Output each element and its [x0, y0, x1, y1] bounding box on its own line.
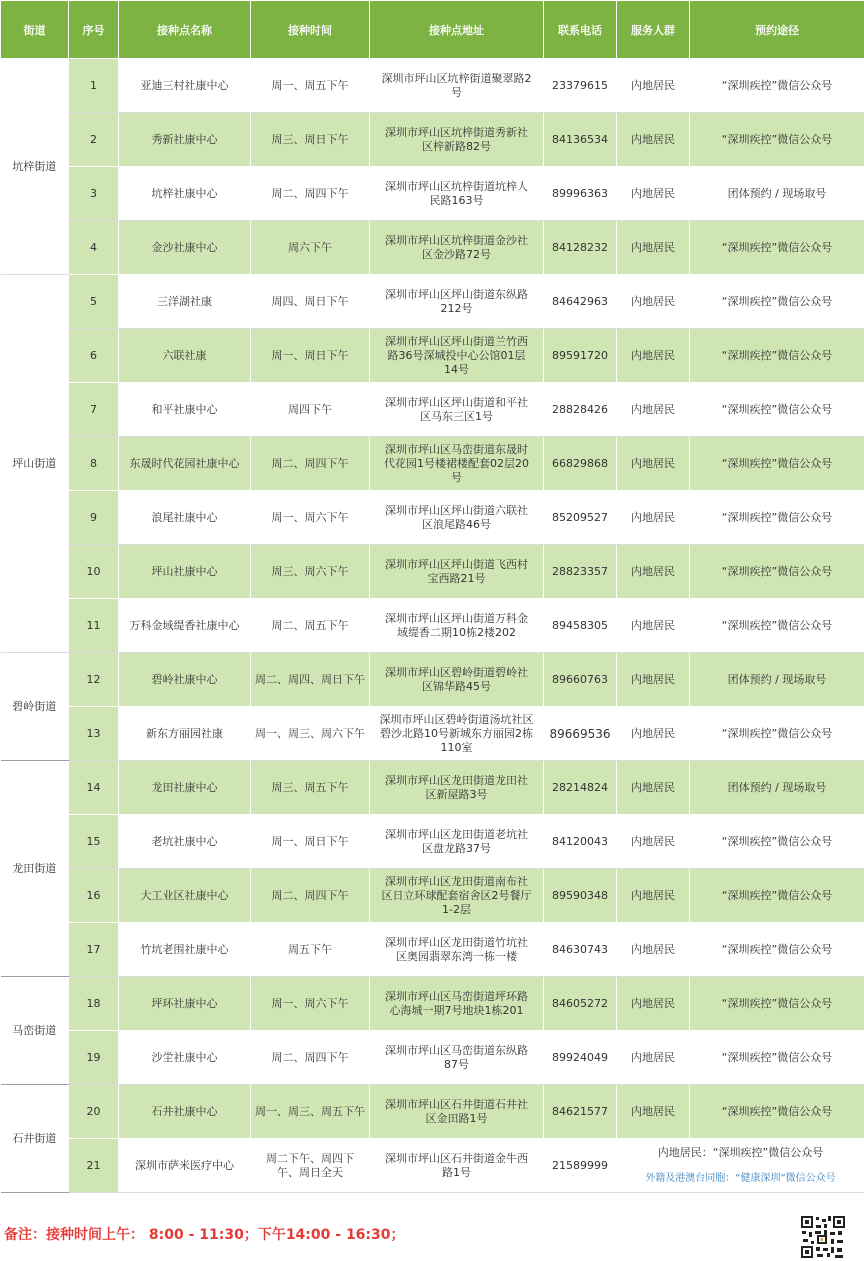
- table-row: [1, 167, 864, 221]
- table-row: [1, 545, 864, 599]
- table-row: [1, 383, 864, 437]
- table-row: [1, 329, 864, 383]
- site-name: 三洋湖社康: [119, 275, 251, 329]
- table-row: [1, 437, 864, 491]
- site-name: 秀新社康中心: [119, 113, 251, 167]
- site-time: 周二、周四下午: [251, 437, 370, 491]
- site-route: “深圳疾控”微信公众号: [690, 329, 864, 383]
- site-phone: 89669536: [544, 707, 617, 761]
- site-name: 龙田社康中心: [119, 761, 251, 815]
- seq-cell: 19: [69, 1031, 119, 1085]
- street-matian: 马峦街道: [1, 977, 69, 1085]
- seq-cell: 6: [69, 329, 119, 383]
- site-group: 内地居民: [617, 113, 690, 167]
- site-route: “深圳疾控”微信公众号: [690, 437, 864, 491]
- site-address: [370, 1139, 544, 1193]
- site-route: “深圳疾控”微信公众号: [690, 1085, 864, 1139]
- site-group-route-split: [617, 1139, 864, 1193]
- site-group: 内地居民: [617, 383, 690, 437]
- table-row: [1, 923, 864, 977]
- address-text: 深圳市坪山区坑梓街道聚翠路2号: [381, 71, 532, 99]
- address-text: 深圳市坪山区龙田街道南布社区日立环球配套宿舍区2号餐厅1-2层: [381, 874, 532, 916]
- site-name: 亚迪三村社康中心: [119, 59, 251, 113]
- site-group: 内地居民: [617, 437, 690, 491]
- site-address: [370, 761, 544, 815]
- table-row: [1, 1139, 864, 1193]
- table-header-row: [1, 1, 864, 59]
- header-phone: 联系电话: [544, 1, 617, 59]
- site-address: [370, 167, 544, 221]
- seq-cell: 17: [69, 923, 119, 977]
- site-phone: 89590348: [544, 869, 617, 923]
- street-longtian: 龙田街道: [1, 761, 69, 977]
- address-text: 深圳市坪山区龙田街道老坑社区盘龙路37号: [385, 827, 528, 855]
- site-phone: 28828426: [544, 383, 617, 437]
- site-address: [370, 815, 544, 869]
- site-group: 内地居民: [617, 707, 690, 761]
- site-phone: 89591720: [544, 329, 617, 383]
- site-route: “深圳疾控”微信公众号: [690, 869, 864, 923]
- route-foreign: 外籍及港澳台同胞：“健康深圳”微信公众号: [645, 1172, 836, 1184]
- header-group: 服务人群: [617, 1, 690, 59]
- header-street: 街道: [1, 1, 69, 59]
- site-name: 坑梓社康中心: [119, 167, 251, 221]
- site-route: “深圳疾控”微信公众号: [690, 923, 864, 977]
- site-time: 周二、周五下午: [251, 599, 370, 653]
- site-name: 竹坑老围社康中心: [119, 923, 251, 977]
- table-row: [1, 1085, 864, 1139]
- site-phone: 89458305: [544, 599, 617, 653]
- seq-cell: 14: [69, 761, 119, 815]
- site-group: 内地居民: [617, 167, 690, 221]
- site-name: 万科金域缇香社康中心: [119, 599, 251, 653]
- site-phone: 84120043: [544, 815, 617, 869]
- site-name: 东晟时代花园社康中心: [119, 437, 251, 491]
- site-time: 周六下午: [251, 221, 370, 275]
- site-route: “深圳疾控”微信公众号: [690, 113, 864, 167]
- address-text: 深圳市坪山区碧岭街道汤坑社区碧沙北路10号新城东方丽园2栋110室: [379, 712, 534, 754]
- site-route: “深圳疾控”微信公众号: [690, 815, 864, 869]
- table-row: [1, 869, 864, 923]
- site-name: 石井社康中心: [119, 1085, 251, 1139]
- address-text: 深圳市坪山区坪山街道兰竹西路36号深城投中心公馆01层14号: [385, 334, 528, 376]
- seq-cell: 1: [69, 59, 119, 113]
- table-row: [1, 815, 864, 869]
- site-time: 周二、周四、周日下午: [251, 653, 370, 707]
- site-route: “深圳疾控”微信公众号: [690, 545, 864, 599]
- header-site-name: 接种点名称: [119, 1, 251, 59]
- table-row: [1, 761, 864, 815]
- site-address: [370, 275, 544, 329]
- seq-cell: 21: [69, 1139, 119, 1193]
- table-row: [1, 599, 864, 653]
- site-name: 大工业区社康中心: [119, 869, 251, 923]
- site-time: 周一、周六下午: [251, 977, 370, 1031]
- table-row: [1, 653, 864, 707]
- site-phone: 21589999: [544, 1139, 617, 1193]
- header-route: 预约途径: [690, 1, 864, 59]
- site-phone: 84136534: [544, 113, 617, 167]
- seq-cell: 20: [69, 1085, 119, 1139]
- site-phone: 89924049: [544, 1031, 617, 1085]
- site-group: 内地居民: [617, 869, 690, 923]
- site-address: [370, 923, 544, 977]
- site-name: 新东方丽园社康: [119, 707, 251, 761]
- site-group: 内地居民: [617, 653, 690, 707]
- address-text: 深圳市坪山区坪山街道飞西村宝西路21号: [385, 557, 528, 585]
- seq-cell: 7: [69, 383, 119, 437]
- site-time: 周四下午: [251, 383, 370, 437]
- table-row: [1, 113, 864, 167]
- site-route: “深圳疾控”微信公众号: [690, 59, 864, 113]
- address-text: 深圳市坪山区龙田街道竹坑社区奥园翡翠东湾一栋一楼: [385, 935, 528, 963]
- site-address: [370, 869, 544, 923]
- seq-cell: 5: [69, 275, 119, 329]
- site-phone: 66829868: [544, 437, 617, 491]
- table-row: [1, 977, 864, 1031]
- site-name: 金沙社康中心: [119, 221, 251, 275]
- site-address: [370, 59, 544, 113]
- street-pingshan: 坪山街道: [1, 275, 69, 653]
- site-phone: 84642963: [544, 275, 617, 329]
- site-route: 团体预约 / 现场取号: [690, 761, 864, 815]
- seq-cell: 9: [69, 491, 119, 545]
- site-time: 周一、周五下午: [251, 59, 370, 113]
- site-phone: 84621577: [544, 1085, 617, 1139]
- site-time: 周一、周三、周五下午: [251, 1085, 370, 1139]
- schedule-footnote: 备注：接种时间上午： 8:00 - 11:30；下午14:00 - 16:30；: [4, 1227, 405, 1243]
- table-row: [1, 275, 864, 329]
- seq-cell: 3: [69, 167, 119, 221]
- site-route: “深圳疾控”微信公众号: [690, 491, 864, 545]
- site-address: [370, 437, 544, 491]
- site-group: 内地居民: [617, 977, 690, 1031]
- site-time: 周二、周四下午: [251, 1031, 370, 1085]
- site-group: 内地居民: [617, 275, 690, 329]
- site-phone: 89996363: [544, 167, 617, 221]
- seq-cell: 12: [69, 653, 119, 707]
- header-time: 接种时间: [251, 1, 370, 59]
- site-group: 内地居民: [617, 815, 690, 869]
- site-group: 内地居民: [617, 599, 690, 653]
- site-group: 内地居民: [617, 329, 690, 383]
- site-address: [370, 599, 544, 653]
- seq-cell: 13: [69, 707, 119, 761]
- site-time: 周一、周三、周六下午: [251, 707, 370, 761]
- site-route: “深圳疾控”微信公众号: [690, 977, 864, 1031]
- site-time: 周三、周日下午: [251, 113, 370, 167]
- seq-cell: 10: [69, 545, 119, 599]
- site-group: 内地居民: [617, 1031, 690, 1085]
- address-text: 深圳市坪山区龙田街道龙田社区新屋路3号: [385, 773, 528, 801]
- site-time: 周三、周六下午: [251, 545, 370, 599]
- address-text: 深圳市坪山区坪山街道六联社区浪尾路46号: [385, 503, 528, 531]
- site-address: [370, 1031, 544, 1085]
- table-row: [1, 491, 864, 545]
- site-address: [370, 545, 544, 599]
- site-address: [370, 329, 544, 383]
- address-text: 深圳市坪山区坪山街道东纵路212号: [385, 287, 528, 315]
- address-text: 深圳市坪山区马峦街道东纵路87号: [385, 1043, 528, 1071]
- address-text: 深圳市坪山区坑梓街道金沙社区金沙路72号: [385, 233, 528, 261]
- table-row: [1, 59, 864, 113]
- site-phone: 84605272: [544, 977, 617, 1031]
- site-group: 内地居民: [617, 221, 690, 275]
- site-address: [370, 383, 544, 437]
- address-text: 深圳市坪山区石井街道金牛西路1号: [385, 1151, 528, 1179]
- seq-cell: 4: [69, 221, 119, 275]
- site-phone: 23379615: [544, 59, 617, 113]
- seq-cell: 16: [69, 869, 119, 923]
- header-seq: 序号: [69, 1, 119, 59]
- site-name: 六联社康: [119, 329, 251, 383]
- site-address: [370, 221, 544, 275]
- site-group: 内地居民: [617, 1085, 690, 1139]
- site-group: 内地居民: [617, 761, 690, 815]
- site-address: [370, 491, 544, 545]
- table-row: [1, 707, 864, 761]
- seq-cell: 2: [69, 113, 119, 167]
- site-name: 浪尾社康中心: [119, 491, 251, 545]
- address-text: 深圳市坪山区坪山街道和平社区马东三区1号: [385, 395, 528, 423]
- site-group: 内地居民: [617, 491, 690, 545]
- address-text: 深圳市坪山区马峦街道坪环路心海城一期7号地块1栋201: [385, 989, 528, 1017]
- site-group: 内地居民: [617, 923, 690, 977]
- site-name: 坪山社康中心: [119, 545, 251, 599]
- site-route: “深圳疾控”微信公众号: [690, 599, 864, 653]
- seq-cell: 18: [69, 977, 119, 1031]
- qr-code-icon: [800, 1215, 846, 1259]
- site-time: 周二、周四下午: [251, 869, 370, 923]
- header-address: 接种点地址: [370, 1, 544, 59]
- table-row: [1, 1031, 864, 1085]
- site-time: 周二、周四下午: [251, 167, 370, 221]
- site-time: 周一、周日下午: [251, 329, 370, 383]
- site-address: [370, 977, 544, 1031]
- address-text: 深圳市坪山区碧岭街道碧岭社区锦华路45号: [385, 665, 528, 693]
- street-biling: 碧岭街道: [1, 653, 69, 761]
- site-address: [370, 1085, 544, 1139]
- site-name: 深圳市萨米医疗中心: [119, 1139, 251, 1193]
- site-name: 坪环社康中心: [119, 977, 251, 1031]
- address-text: 深圳市坪山区坑梓街道秀新社区梓新路82号: [385, 125, 528, 153]
- address-text: 深圳市坪山区石井街道石井社区金田路1号: [385, 1097, 528, 1125]
- site-route: “深圳疾控”微信公众号: [690, 707, 864, 761]
- address-text: 深圳市坪山区坪山街道万科金域缇香二期10栋2楼202: [385, 611, 528, 639]
- site-time: 周四、周日下午: [251, 275, 370, 329]
- site-group: 内地居民: [617, 59, 690, 113]
- route-domestic: 内地居民：“深圳疾控”微信公众号: [657, 1145, 824, 1159]
- site-address: [370, 113, 544, 167]
- table-row: [1, 221, 864, 275]
- site-time: 周五下午: [251, 923, 370, 977]
- site-name: 沙坣社康中心: [119, 1031, 251, 1085]
- site-phone: 85209527: [544, 491, 617, 545]
- site-name: 碧岭社康中心: [119, 653, 251, 707]
- site-name: 和平社康中心: [119, 383, 251, 437]
- site-route: 团体预约 / 现场取号: [690, 167, 864, 221]
- site-group: 内地居民: [617, 545, 690, 599]
- site-name: 老坑社康中心: [119, 815, 251, 869]
- site-phone: 28214824: [544, 761, 617, 815]
- site-route: “深圳疾控”微信公众号: [690, 221, 864, 275]
- street-shijing: 石井街道: [1, 1085, 69, 1193]
- site-time: 周三、周五下午: [251, 761, 370, 815]
- site-phone: 28823357: [544, 545, 617, 599]
- site-route: 团体预约 / 现场取号: [690, 653, 864, 707]
- site-phone: 89660763: [544, 653, 617, 707]
- seq-cell: 15: [69, 815, 119, 869]
- seq-cell: 11: [69, 599, 119, 653]
- site-phone: 84630743: [544, 923, 617, 977]
- address-text: 深圳市坪山区坑梓街道坑梓人民路163号: [385, 179, 528, 207]
- site-time: [251, 1139, 370, 1193]
- seq-cell: 8: [69, 437, 119, 491]
- street-kengzi: 坑梓街道: [1, 59, 69, 275]
- site-address: [370, 707, 544, 761]
- site-route: “深圳疾控”微信公众号: [690, 1031, 864, 1085]
- site-time: 周一、周六下午: [251, 491, 370, 545]
- time-text: 周二下午、周四下午、周日全天: [266, 1151, 354, 1179]
- site-time: 周一、周日下午: [251, 815, 370, 869]
- address-text: 深圳市坪山区马峦街道东晟时代花园1号楼裙楼配套02层20号: [384, 442, 529, 484]
- site-route: “深圳疾控”微信公众号: [690, 275, 864, 329]
- site-phone: 84128232: [544, 221, 617, 275]
- site-address: [370, 653, 544, 707]
- site-route: “深圳疾控”微信公众号: [690, 383, 864, 437]
